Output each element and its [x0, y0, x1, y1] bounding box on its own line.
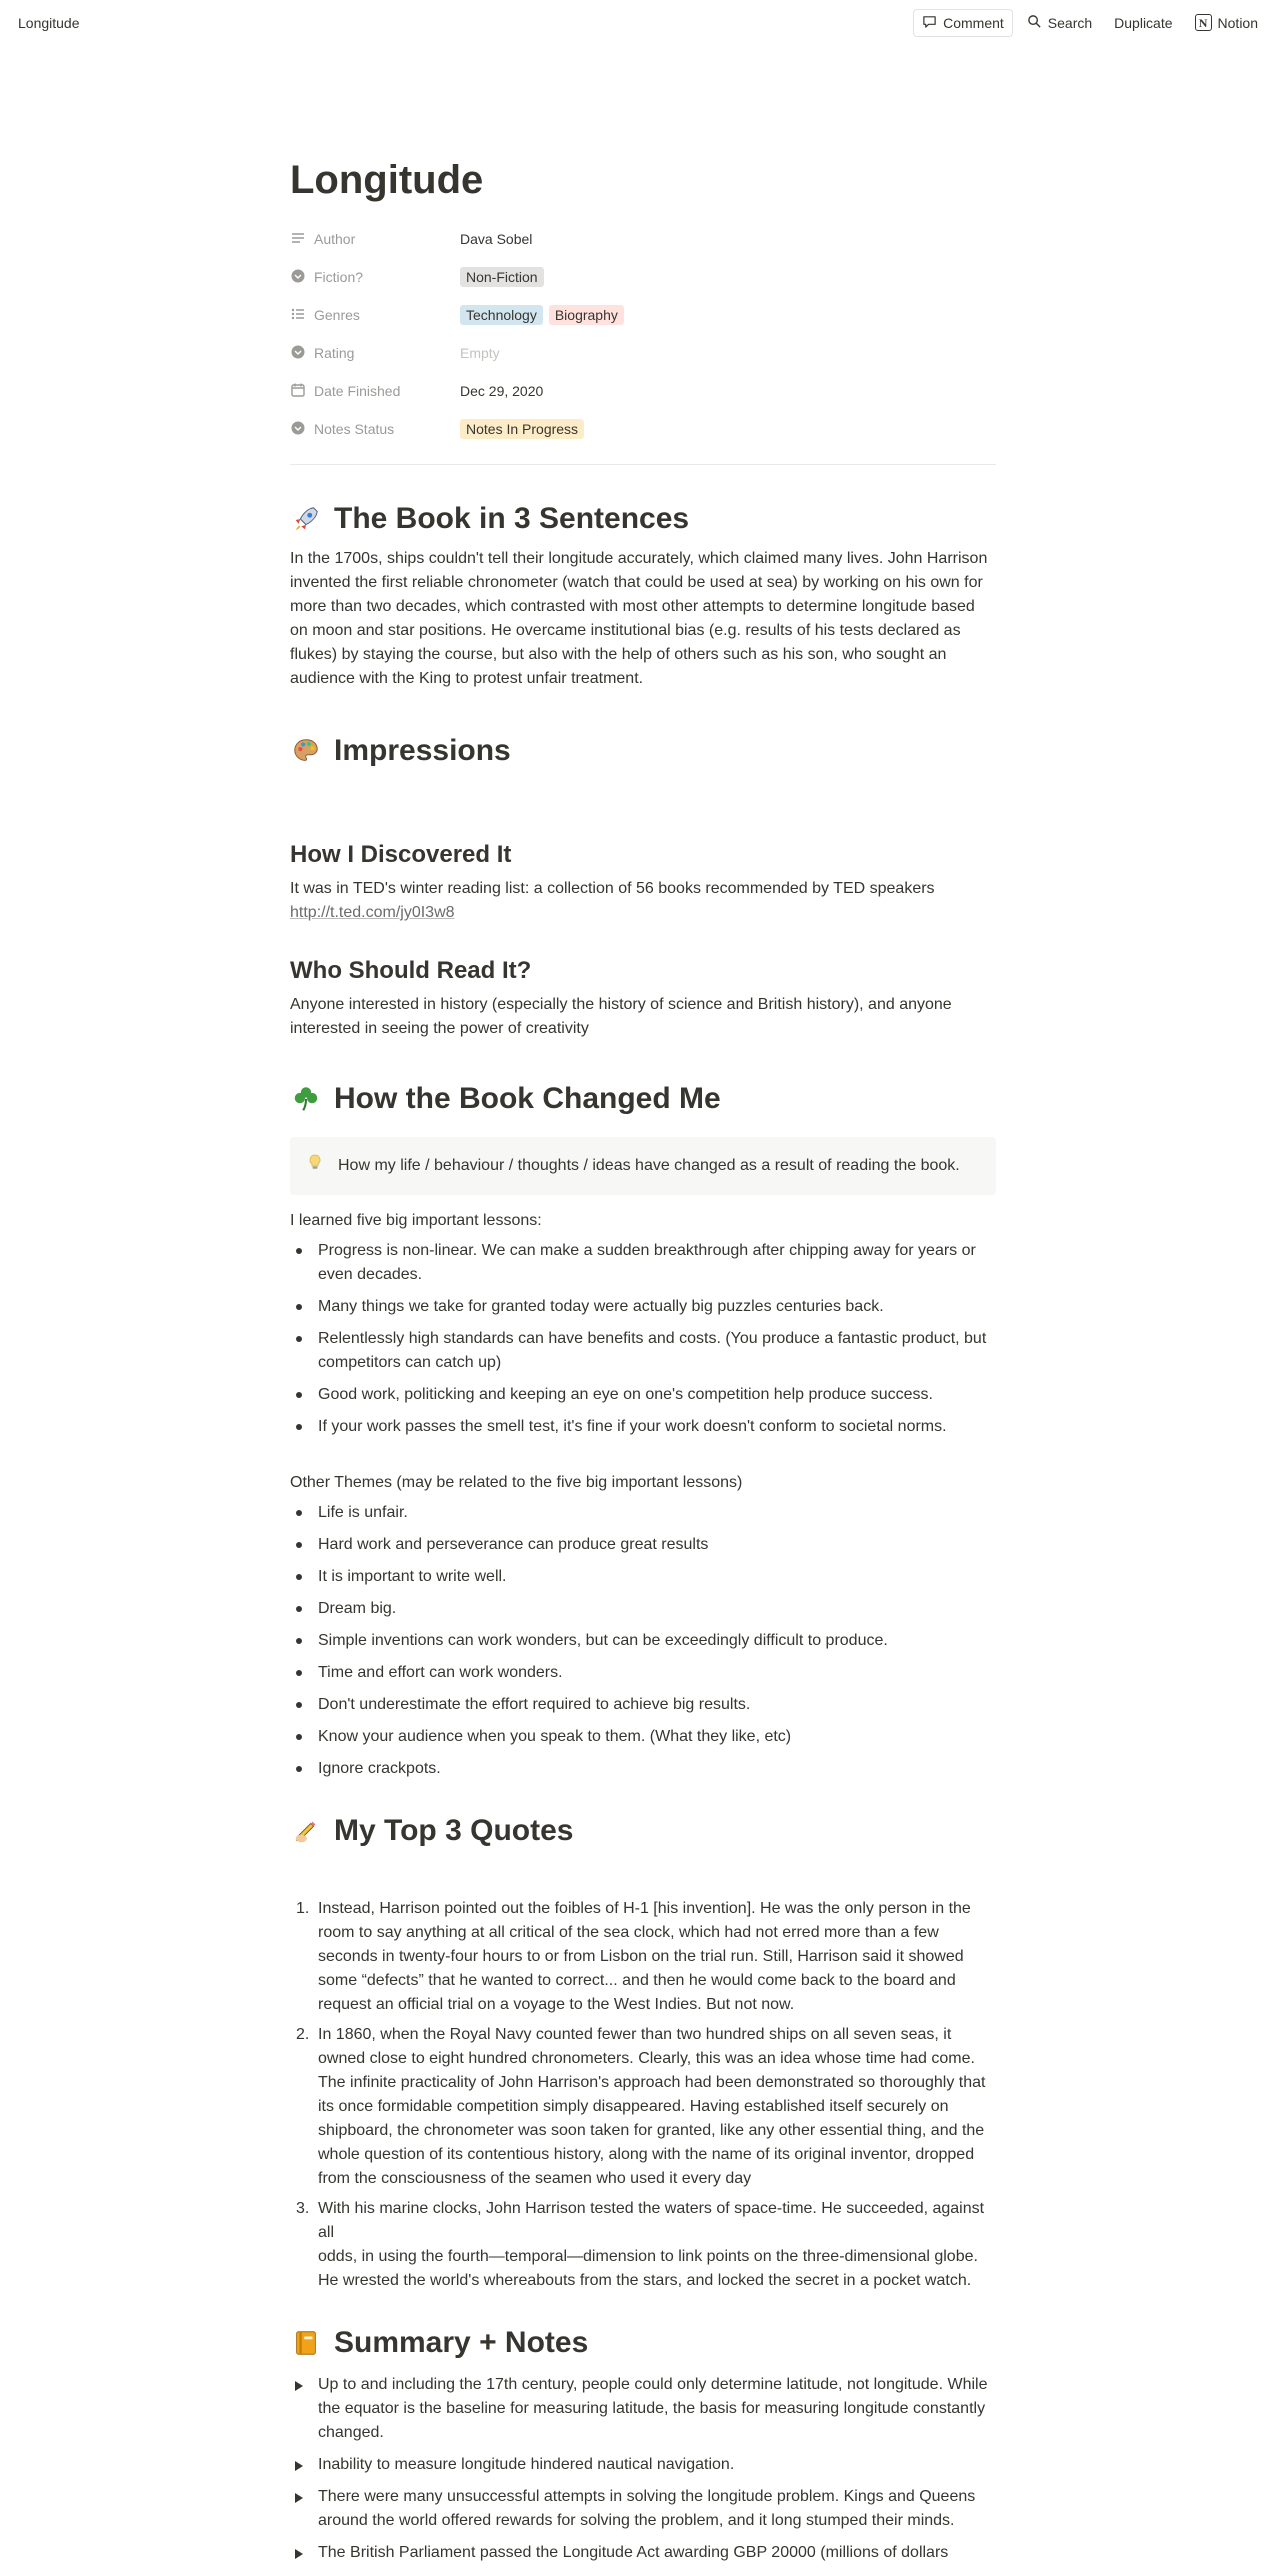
search-icon [1027, 14, 1042, 32]
property-value: Dec 29, 2020 [460, 383, 544, 399]
section-heading [290, 2323, 996, 2363]
select-icon [290, 344, 306, 363]
property-value: Dava Sobel [460, 231, 533, 247]
comment-label: Comment [943, 14, 1004, 31]
paragraph: It was in TED's winter reading list: a collection of 56 books recommended by TED speakers [290, 880, 935, 897]
list-item: Know your audience when you speak to them. (What they like, etc) [290, 1725, 996, 1749]
page-title[interactable]: Longitude [290, 158, 484, 202]
quote-text: With his marine clocks, John Harrison tested the waters of space-time. He succeeded, against all odds, in using the fourth—temporal—dimension to link points on the three-dimensional globe. He wrested the world's whereabouts from the stars, and locked the secret in a pocket watch. [318, 2200, 985, 2289]
list-item: Dream big. [290, 1597, 996, 1621]
duplicate-button[interactable]: Duplicate [1114, 14, 1173, 31]
property-key: Date Finished [314, 383, 401, 399]
select-icon [290, 268, 306, 287]
subsection-heading: Who Should Read It? [290, 957, 532, 984]
list-item: Progress is non-linear. We can make a sudden breakthrough after chipping away for years or even decades. [290, 1239, 996, 1287]
fiction-tag: Non-Fiction [460, 267, 544, 287]
topbar-actions [913, 9, 1266, 37]
lightbulb-icon [306, 1153, 324, 1179]
search-button[interactable] [1019, 9, 1100, 37]
toggle-arrow-icon[interactable] [295, 2381, 303, 2391]
section-heading [290, 1811, 996, 1851]
search-label: Search [1047, 14, 1093, 31]
heading-text: My Top 3 Quotes [334, 1814, 574, 1847]
genre-tag: Technology [460, 305, 543, 325]
toggle-item[interactable]: There were many unsuccessful attempts in solving the longitude problem. Kings and Queens around the world offered rewards for solving the problem, and it long stumped their minds. [290, 2485, 996, 2533]
property-genres[interactable] [290, 296, 996, 334]
paragraph: In the 1700s, ships couldn't tell their longitude accurately, which claimed many lives. John Harrison invented the first reliable chronometer (watch that could be used at sea) by working on his own for more than two decades, which contrasted with most other attempts to determine longitude based on moon and star positions. He overcame institutional bias (e.g. results of his tests declared as flukes) by staying the course, but also with the help of others such as his son, who sought an audience with the King to protest unfair treatment. [290, 550, 988, 687]
text-lines-icon [290, 230, 306, 249]
section-heading [290, 499, 996, 539]
writing-hand-icon [290, 1815, 322, 1847]
list-item: Ignore crackpots. [290, 1757, 996, 1781]
toggle-item[interactable]: Inability to measure longitude hindered nautical navigation. [290, 2453, 996, 2477]
comment-button[interactable] [913, 9, 1013, 37]
list-icon [290, 306, 306, 325]
list-item: Life is unfair. [290, 1501, 996, 1525]
divider [290, 464, 996, 465]
calendar-icon [290, 382, 306, 401]
heading-text: How the Book Changed Me [334, 1082, 721, 1115]
toggle-arrow-icon[interactable] [295, 2549, 303, 2559]
quotes-list [290, 1897, 996, 2293]
notion-button[interactable] [1187, 9, 1266, 37]
list-item: If your work passes the smell test, it's fine if your work doesn't conform to societal norms. [290, 1415, 996, 1439]
paragraph: Anyone interested in history (especially the history of science and British history), and anyone interested in seeing the power of creativity [290, 996, 952, 1037]
palette-icon [290, 735, 322, 767]
callout-text: How my life / behaviour / thoughts / ideas have changed as a result of reading the book. [338, 1157, 960, 1174]
quote-text: Instead, Harrison pointed out the foibles of H-1 [his invention]. He was the only person in the room to say anything at all critical of the sea clock, which had not erred more than a few seconds in twenty-four hours to or from Lisbon on the trial run. Still, Harrison said it showed some “defects” that he wanted to correct... and then he would come back to the board and request an official trial on a voyage to the West Indies. But not now. [318, 1900, 971, 2013]
list-item: Many things we take for granted today were actually big puzzles centuries back. [290, 1295, 996, 1319]
shamrock-icon [290, 1083, 322, 1115]
paragraph: I learned five big important lessons: [290, 1212, 542, 1229]
property-author[interactable] [290, 220, 996, 258]
heading-text: Summary + Notes [334, 2326, 589, 2359]
toggle-item[interactable]: Up to and including the 17th century, people could only determine latitude, not longitude. While the equator is the baseline for measuring latitude, the basis for measuring longitude constantly changed. [290, 2373, 996, 2445]
toggle-item[interactable]: The British Parliament passed the Longitude Act awarding GBP 20000 (millions of dollars [290, 2541, 996, 2565]
top-bar [0, 0, 1284, 45]
paragraph: Other Themes (may be related to the five big important lessons) [290, 1474, 743, 1491]
toggle-arrow-icon[interactable] [295, 2461, 303, 2471]
breadcrumb[interactable]: Longitude [18, 14, 80, 31]
notion-label: Notion [1217, 14, 1258, 31]
toggle-arrow-icon[interactable] [295, 2493, 303, 2503]
rocket-icon [290, 503, 322, 535]
list-item: It is important to write well. [290, 1565, 996, 1589]
section-heading [290, 1079, 996, 1119]
lessons-list [290, 1239, 996, 1439]
list-item: Time and effort can work wonders. [290, 1661, 996, 1685]
notion-logo-icon: N [1195, 14, 1212, 31]
page-content [290, 150, 996, 2573]
section-heading [290, 731, 996, 771]
notebook-icon [290, 2327, 322, 2359]
themes-list [290, 1501, 996, 1781]
property-date-finished[interactable] [290, 372, 996, 410]
ted-link[interactable]: http://t.ted.com/jy0I3w8 [290, 904, 455, 921]
subsection-heading: How I Discovered It [290, 841, 512, 868]
property-fiction[interactable] [290, 258, 996, 296]
callout [290, 1137, 996, 1195]
list-item: 1. Instead, Harrison pointed out the foibles of H-1 [his invention]. He was the only person in the room to say anything at all critical of the sea clock, which had not erred more than a few seconds in twenty-four hours to or from Lisbon on the trial run. Still, Harrison said it showed some “defects” that he wanted to correct... and then he would come back to the board and request an official trial on a voyage to the West Indies. But not now. [296, 1900, 971, 2013]
list-item: Hard work and perseverance can produce great results [290, 1533, 996, 1557]
list-item: Don't underestimate the effort required to achieve big results. [290, 1693, 996, 1717]
list-item: Relentlessly high standards can have benefits and costs. (You produce a fantastic product, but competitors can catch up) [290, 1327, 996, 1375]
list-item: 2. In 1860, when the Royal Navy counted fewer than two hundred ships on all seven seas, it owned close to eight hundred chronometers. Clearly, this was an idea whose time had come. The infinite practicality of John Harrison's approach had been demonstrated so thoroughly that its once formidable competition simply disappeared. Having established itself securely on shipboard, the chronometer was soon taken for granted, like any other essential thing, and the whole question of its contentious history, along with the name of its original inventor, dropped from the consciousness of the seamen who used it every day [296, 2026, 986, 2187]
list-item: Good work, politicking and keeping an eye on one's competition help produce success. [290, 1383, 996, 1407]
list-item: Simple inventions can work wonders, but can be exceedingly difficult to produce. [290, 1629, 996, 1653]
select-icon [290, 420, 306, 439]
heading-text: The Book in 3 Sentences [334, 502, 690, 535]
property-notes-status[interactable] [290, 410, 996, 448]
properties-table [290, 220, 996, 448]
property-key: Rating [314, 345, 355, 361]
property-rating[interactable] [290, 334, 996, 372]
property-key: Fiction? [314, 269, 364, 285]
property-key: Genres [314, 307, 360, 323]
comment-icon [922, 14, 937, 32]
quote-text: In 1860, when the Royal Navy counted fewer than two hundred ships on all seven seas, it owned close to eight hundred chronometers. Clearly, this was an idea whose time had come. The infinite practicality of John Harrison's approach had been demonstrated so thoroughly that its once formidable competition simply disappeared. Having established itself securely on shipboard, the chronometer was soon taken for granted, like any other essential thing, and the whole question of its contentious history, along with the name of its original inventor, dropped from the consciousness of the seamen who used it every day [318, 2026, 986, 2187]
genre-tag: Biography [549, 305, 624, 325]
summary-list [290, 2373, 996, 2565]
property-key: Author [314, 231, 356, 247]
property-key: Notes Status [314, 421, 395, 437]
list-item: 3. With his marine clocks, John Harrison tested the waters of space-time. He succeeded, against all odds, in using the fourth—temporal—dimension to link points on the three-dimensional globe. He wrested the world's whereabouts from the stars, and locked the secret in a pocket watch. [296, 2200, 985, 2289]
property-value: Empty [460, 345, 500, 361]
status-tag: Notes In Progress [460, 419, 584, 439]
heading-text: Impressions [334, 734, 511, 767]
